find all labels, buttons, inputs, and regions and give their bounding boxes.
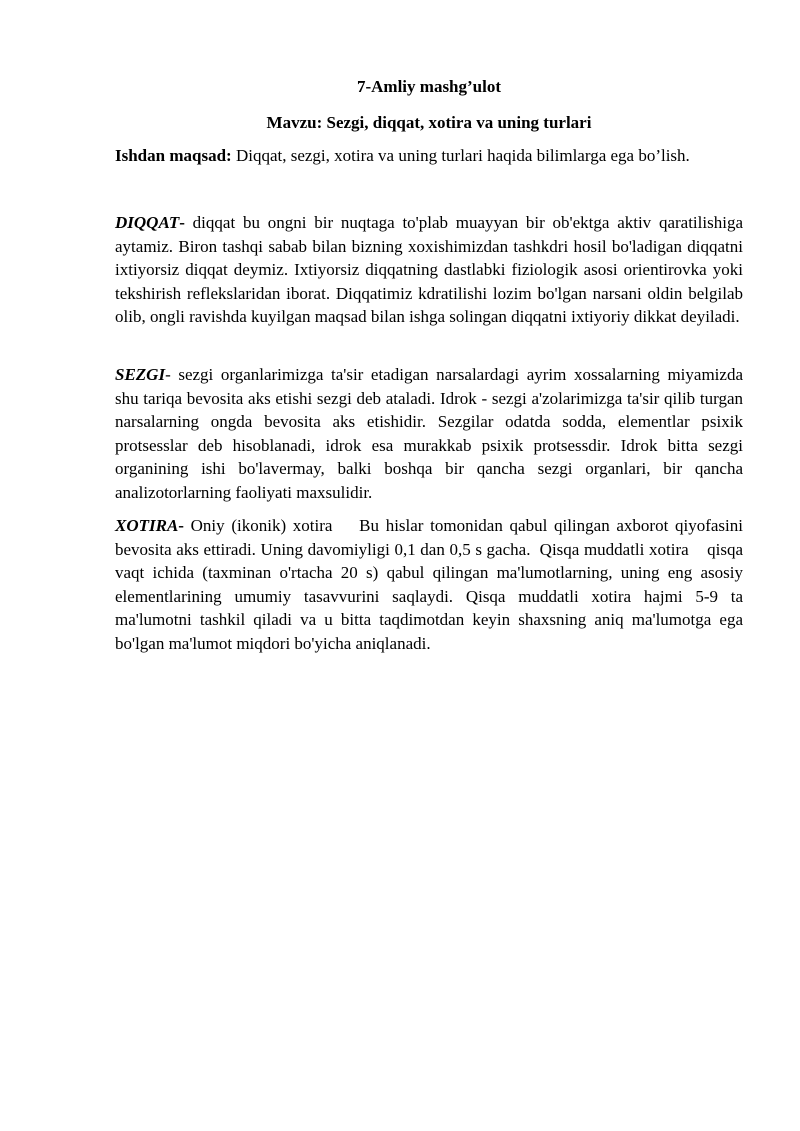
- aim-label: Ishdan maqsad:: [115, 146, 232, 165]
- section-dash: -: [178, 516, 184, 535]
- aim-line: [115, 146, 755, 166]
- aim-text: Diqqat, sezgi, xotira va uning turlari haqida bilimlarga ega bo’lish.: [231, 146, 690, 165]
- document-topic: Mavzu: Sezgi, diqqat, xotira va uning turlari: [266, 113, 592, 132]
- section-diqqat: [115, 211, 743, 329]
- section-text: diqqat bu ongni bir nuqtaga to'plab muayyan bir ob'ektga aktiv qaratilishiga aytamiz. Biron tashqi sabab bilan bizning xoxishimizdan tashkdri hosil bo'ladigan diqqatni ixtiyorsiz diqqat deymiz. Ixtiyorsiz diqqatning dastlabki fiziologik asosi orientirovka yoki tekshirish reflekslaridan iborat. Diqqatimiz kdratilishi lozim bo'lgan narsani oldin belgilab olib, ongli ravishda kuyilgan maqsad bilan ishga solingan diqqatni ixtiyoriy dikkat deyiladi.: [115, 213, 743, 327]
- section-term: DIQQAT: [115, 213, 180, 232]
- document-title: 7-Amliy mashg’ulot: [356, 77, 502, 96]
- section-text: sezgi organlarimizga ta'sir etadigan narsalardagi ayrim xossalarning miyamizda shu tariqa bevosita aks etishi sezgi deb ataladi. Idrok - sezgi a'zolarimizga ta'sir qilib turgan narsalarning ongda bevosita aks etishidir. Sezgilar odatda sodda, elementlar psixik protsesslar deb hisoblanadi, idrok esa murakkab psixik protsessdir. Idrok bitta sezgi organining ishi bo'lavermay, balki boshqa bir qancha sezgi organlari, bir qancha analizotorlarning faoliyati maxsulidir.: [115, 365, 743, 502]
- section-dash: -: [179, 213, 185, 232]
- section-term: SEZGI: [115, 365, 166, 384]
- section-term: XOTIRA: [115, 516, 179, 535]
- section-dash: -: [165, 365, 171, 384]
- section-text: Oniy (ikonik) xotira Bu hislar tomonidan qabul qilingan axborot qiyofasini bevosita aks ettiradi. Uning davomiyligi 0,1 dan 0,5 s gacha. Qisqa muddatli xotira qisqa vaqt ichida (taxminan o'rtacha 20 s) qabul qilingan ma'lumotlarning, uning eng asosiy elementlarining umumiy tasavvurini saqlaydi. Qisqa muddatli xotira hajmi 5-9 ta ma'lumotni tashkil qiladi va u bitta taqdimotdan keyin shaxsning aniq ma'lumotga ega bo'lgan ma'lumot miqdori bo'yicha aniqlanadi.: [115, 516, 748, 653]
- section-sezgi: [115, 363, 743, 505]
- section-xotira: [115, 514, 748, 656]
